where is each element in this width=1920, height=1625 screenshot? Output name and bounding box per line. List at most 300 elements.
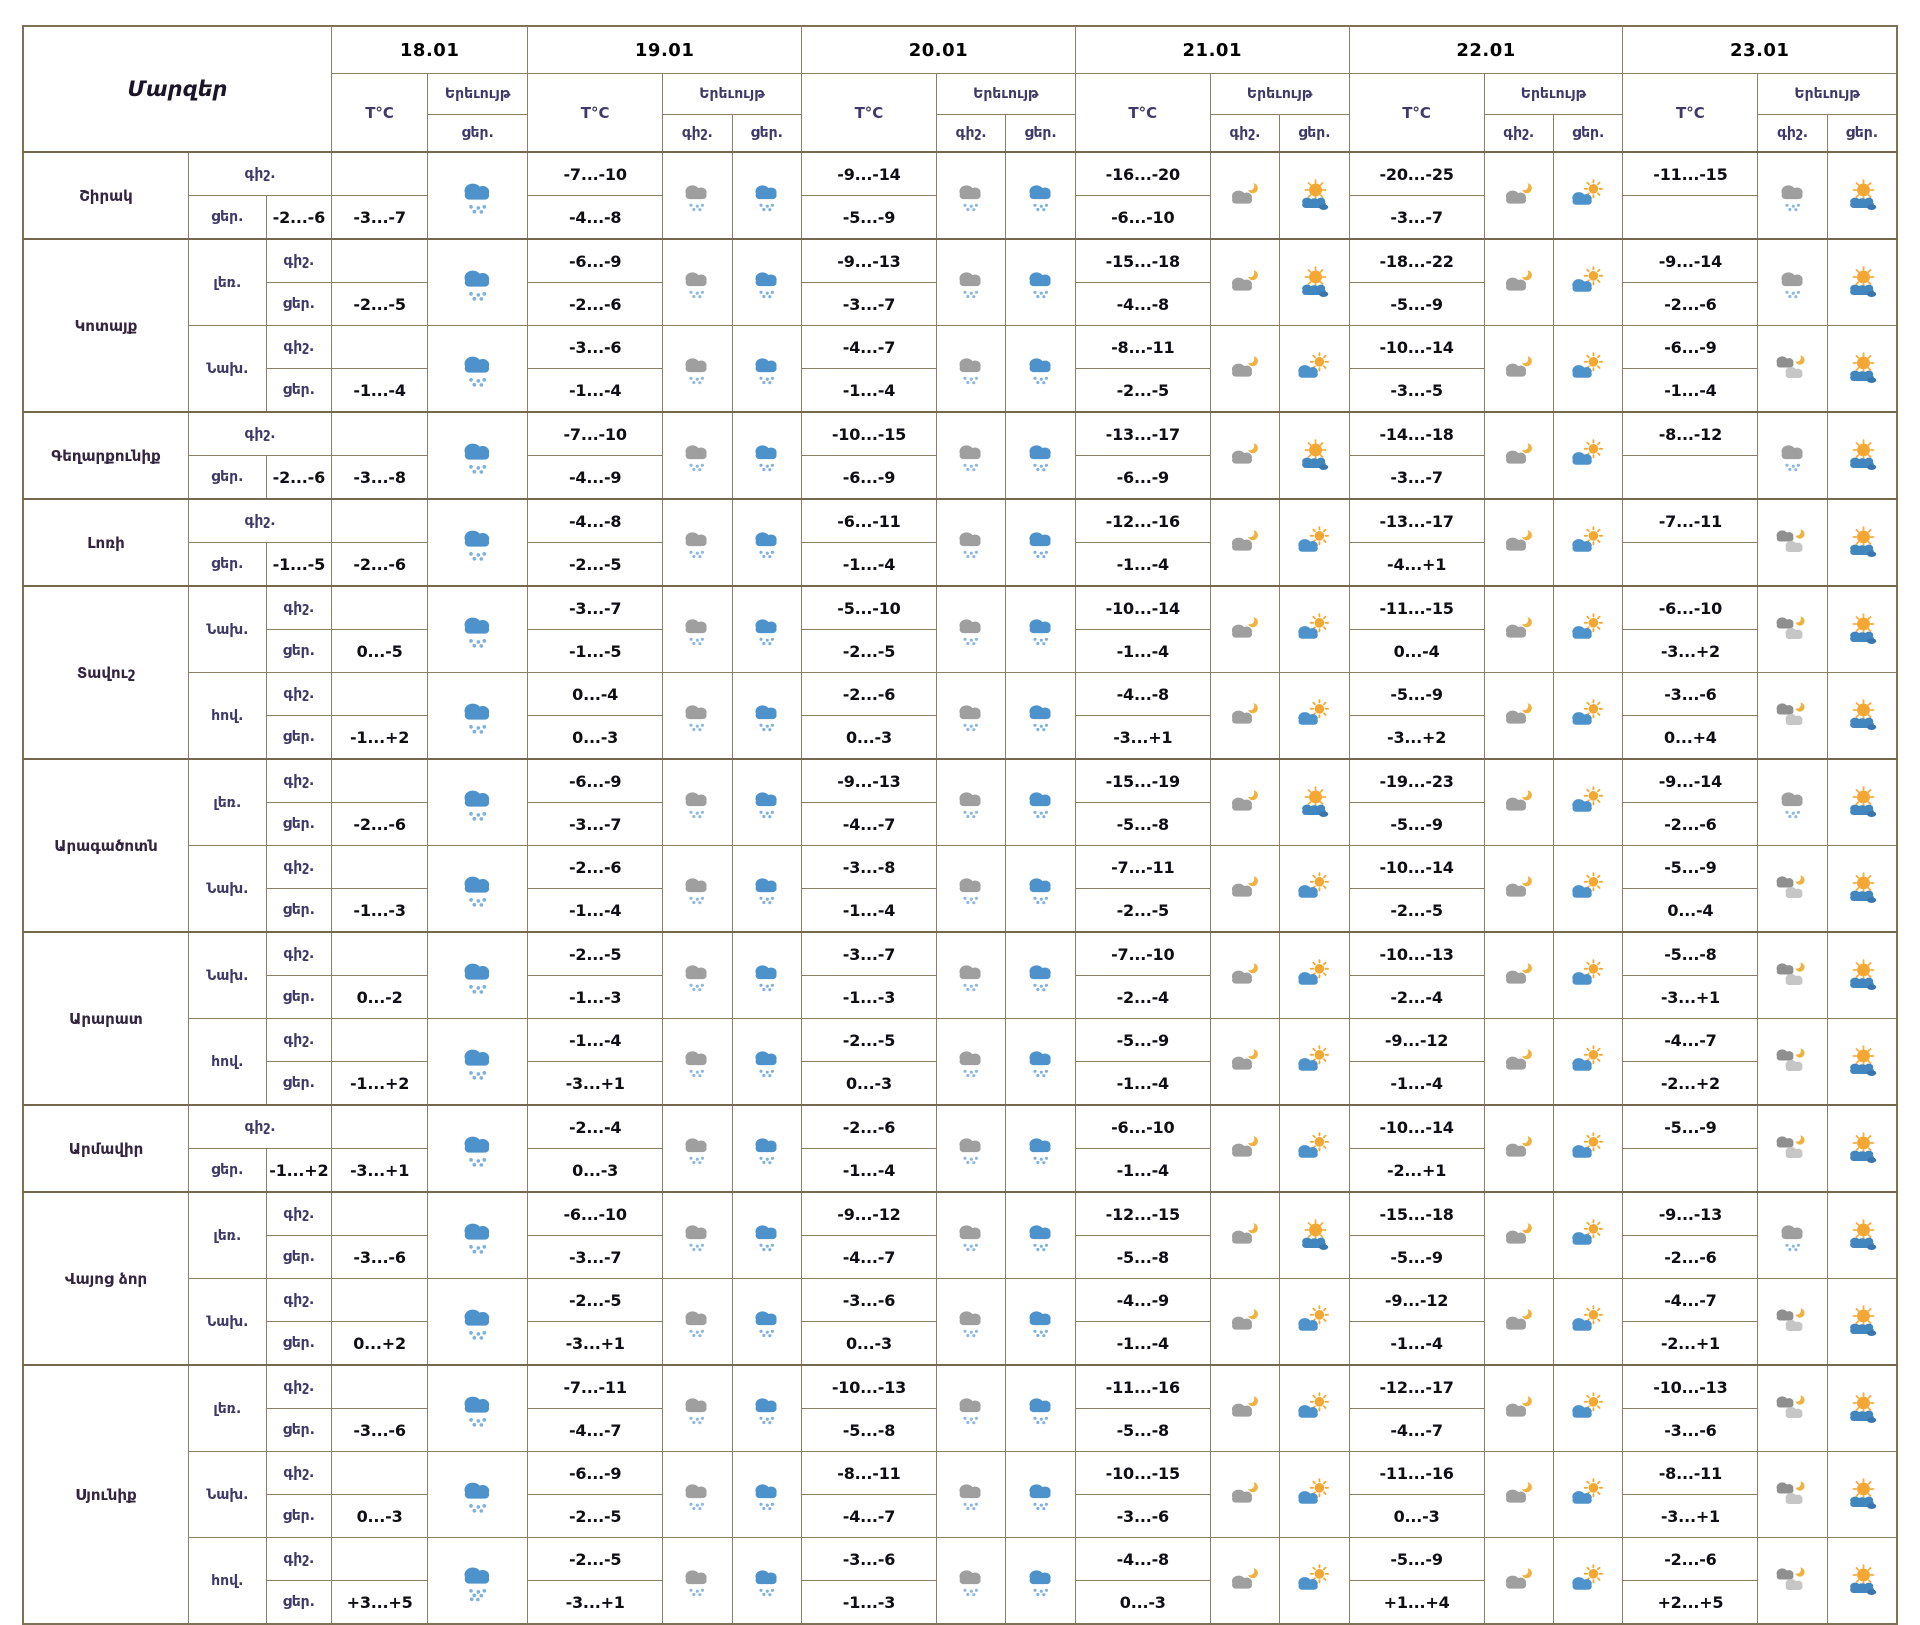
day-snow-icon [457, 782, 499, 824]
night-cloud-moon-icon [1227, 1218, 1263, 1254]
phenomenon-cell-18 [428, 1538, 528, 1625]
sun-behind-cloud-icon [1570, 265, 1606, 301]
day-snow-icon [1023, 1304, 1059, 1340]
night-cloud-moon-icon [1501, 1131, 1537, 1167]
temp-day-18: -2...-6 [266, 456, 331, 500]
temp-night-18 [332, 673, 428, 716]
phenomenon-day-cell [1553, 239, 1622, 326]
phenomenon-night-cell [1484, 1105, 1553, 1192]
temp-col-header: T°C [528, 74, 663, 153]
phenomenon-day-cell [732, 932, 801, 1019]
day-row-label: ցեր. [266, 1409, 331, 1452]
phenomenon-night-cell [1210, 1105, 1279, 1192]
temp-night: -2...-4 [528, 1105, 663, 1149]
temp-night: -11...-15 [1349, 586, 1484, 630]
temp-day: -2...-6 [1623, 803, 1758, 846]
temp-night: -6...-9 [528, 239, 663, 283]
temp-day: 0...-3 [528, 1149, 663, 1193]
temp-day: -3...+1 [1623, 976, 1758, 1019]
phenomenon-night-cell [1210, 1019, 1279, 1106]
day-snow-icon [457, 175, 499, 217]
temp-day: -3...-7 [802, 283, 937, 326]
temp-night: 0...-4 [528, 673, 663, 716]
temp-night-18 [332, 1019, 428, 1062]
day-row-label: ցեր. [189, 456, 267, 500]
phenomenon-night-cell [1758, 932, 1827, 1019]
temp-day: -1...-4 [1075, 1322, 1210, 1366]
night-row-label: գիշ. [189, 1105, 332, 1149]
zone-label: Նախ. [189, 586, 267, 673]
night-cloud-moon-icon [1501, 785, 1537, 821]
day-snow-icon [749, 785, 785, 821]
phenomenon-night-cell [1758, 586, 1827, 673]
region-name: Սյունիք [23, 1365, 189, 1624]
temp-day: -1...-4 [802, 369, 937, 413]
temp-night: -6...-10 [1623, 586, 1758, 630]
day-snow-icon [749, 265, 785, 301]
sun-fog-icon [1844, 1044, 1880, 1080]
temp-day: -2...-4 [1075, 976, 1210, 1019]
night-cloud-moon-icon [1227, 612, 1263, 648]
sun-fog-icon [1844, 958, 1880, 994]
zone-label: լեռ. [189, 759, 267, 846]
region-name: Տավուշ [23, 586, 189, 759]
phenomenon-day-cell [1006, 239, 1075, 326]
day-snow-icon [1023, 612, 1059, 648]
phenomenon-day-cell [1553, 1365, 1622, 1452]
day-snow-icon [1023, 265, 1059, 301]
temp-night: -15...-18 [1075, 239, 1210, 283]
temp-night: -3...-6 [1623, 673, 1758, 716]
phenomenon-day-cell [1827, 1105, 1897, 1192]
temp-day-18: -1...+2 [266, 1149, 331, 1193]
night-cloud-moon-icon [1501, 698, 1537, 734]
phenomenon-night-cell [1758, 326, 1827, 413]
day-snow-icon [749, 178, 785, 214]
phenomenon-night-cell [1484, 932, 1553, 1019]
temp-col-header: T°C [332, 74, 428, 153]
temp-day: -1...-4 [528, 369, 663, 413]
phenomenon-night-cell [936, 1452, 1005, 1538]
day-row-label: ցեր. [266, 1236, 331, 1279]
temp-day: -3...-7 [332, 196, 428, 240]
phenomenon-day-cell [732, 499, 801, 586]
date-header: 19.01 [528, 26, 802, 74]
phenomenon-night-cell [1484, 673, 1553, 760]
temp-day: -3...-8 [332, 456, 428, 500]
night-snow-icon [679, 1391, 715, 1427]
temp-night: -8...-11 [1075, 326, 1210, 369]
temp-night: -5...-8 [1623, 932, 1758, 976]
phenomenon-night-cell [1758, 412, 1827, 499]
sun-fog-icon [1844, 1391, 1880, 1427]
night-cloud-moon-icon [1227, 351, 1263, 387]
night-row-label: գիշ. [266, 932, 331, 976]
temp-night: -9...-14 [1623, 759, 1758, 803]
temp-day: -3...-6 [1623, 1409, 1758, 1452]
sun-fog-icon [1844, 1477, 1880, 1513]
day-snow-icon [457, 522, 499, 564]
night-cloud-moon-icon [1501, 1044, 1537, 1080]
temp-day-18: -2...-6 [332, 803, 428, 846]
night-cloud-moon-icon [1501, 612, 1537, 648]
temp-night-18 [332, 846, 428, 889]
night-snow-icon [953, 1391, 989, 1427]
day-snow-icon [457, 348, 499, 390]
phenomenon-night-cell [1210, 1192, 1279, 1279]
night-cloud-moon-icon [1227, 1477, 1263, 1513]
phenomenon-day-cell [1553, 673, 1622, 760]
phenomenon-night-cell [1210, 1452, 1279, 1538]
phenomenon-cell-18 [428, 152, 528, 239]
temp-night: -4...-8 [1075, 1538, 1210, 1581]
phenomenon-night-cell [663, 1538, 732, 1625]
day-snow-icon [1023, 785, 1059, 821]
night-partly-cloudy-icon [1775, 1391, 1811, 1427]
phenomenon-day-cell [732, 1105, 801, 1192]
phenomenon-night-cell [1484, 1452, 1553, 1538]
phenomenon-night-cell [1210, 1279, 1279, 1366]
temp-night: -4...-7 [802, 326, 937, 369]
sun-behind-cloud-icon [1570, 178, 1606, 214]
phenomenon-day-cell [1280, 673, 1349, 760]
phenomenon-day-cell [732, 673, 801, 760]
day-snow-icon [749, 698, 785, 734]
night-cloud-moon-icon [1501, 1563, 1537, 1599]
temp-night: -7...-11 [1623, 499, 1758, 543]
sun-fog-icon [1296, 785, 1332, 821]
phenomenon-day-cell [1006, 499, 1075, 586]
temp-night: -16...-20 [1075, 152, 1210, 196]
phenomenon-night-cell [936, 1105, 1005, 1192]
phenomenon-day-cell [1006, 1279, 1075, 1366]
phenomenon-night-cell [936, 1192, 1005, 1279]
phenomenon-day-cell [732, 1365, 801, 1452]
day-row-label: ցեր. [266, 283, 331, 326]
date-header: 21.01 [1075, 26, 1349, 74]
sun-behind-cloud-icon [1570, 438, 1606, 474]
temp-night: -2...-5 [802, 1019, 937, 1062]
temp-day: -4...-7 [802, 1495, 937, 1538]
phenomenon-day-cell [1553, 1192, 1622, 1279]
night-snow-icon [953, 525, 989, 561]
sun-behind-cloud-icon [1570, 1391, 1606, 1427]
phenomenon-night-cell [663, 932, 732, 1019]
night-snow-icon [953, 351, 989, 387]
day-snow-icon [457, 262, 499, 304]
night-cloud-moon-icon [1501, 1391, 1537, 1427]
night-cloud-moon-icon [1501, 438, 1537, 474]
night-row-label: գիշ. [266, 1365, 331, 1409]
temp-night: -10...-13 [1623, 1365, 1758, 1409]
temp-day-18: 0...-5 [332, 630, 428, 673]
phenomenon-night-cell [1758, 499, 1827, 586]
phenomenon-day-cell [1280, 1019, 1349, 1106]
temp-night: -9...-13 [802, 759, 937, 803]
temp-night: -3...-6 [802, 1538, 937, 1581]
phenomenon-night-cell [1758, 1365, 1827, 1452]
day-snow-icon [749, 1218, 785, 1254]
phenomenon-night-cell [1484, 586, 1553, 673]
zone-label: հով. [189, 673, 267, 760]
phenomenon-night-cell [663, 152, 732, 239]
phenomenon-day-cell [1280, 932, 1349, 1019]
phenomenon-night-cell [936, 932, 1005, 1019]
night-row-label: գիշ. [266, 586, 331, 630]
temp-night: -10...-15 [802, 412, 937, 456]
zone-label: Նախ. [189, 326, 267, 413]
phenomenon-night-cell [1758, 1279, 1827, 1366]
phenomenon-night-cell [1758, 1452, 1827, 1538]
sun-fog-icon [1296, 438, 1332, 474]
night-partly-cloudy-icon [1775, 1477, 1811, 1513]
temp-night: -6...-9 [528, 759, 663, 803]
temp-day: 0...-3 [1075, 1581, 1210, 1625]
phenomenon-night-cell [936, 1365, 1005, 1452]
temp-day: -3...-6 [1075, 1495, 1210, 1538]
phenomenon-col-header: Երեւույթ [936, 74, 1075, 115]
temp-night: -5...-10 [802, 586, 937, 630]
night-row-label: գիշ. [266, 1538, 331, 1581]
sleet-snow-icon [457, 1560, 499, 1602]
day-snow-icon [1023, 1477, 1059, 1513]
temp-night: -2...-6 [528, 846, 663, 889]
temp-night: -4...-8 [1075, 673, 1210, 716]
phenomenon-night-cell [663, 1019, 732, 1106]
phenomenon-day-cell [1006, 1192, 1075, 1279]
day-snow-icon [749, 1477, 785, 1513]
temp-day: -5...-8 [802, 1409, 937, 1452]
night-row-label: գիշ. [266, 1019, 331, 1062]
temp-night-18 [332, 1452, 428, 1495]
temp-day: -3...+1 [1075, 716, 1210, 760]
temp-night: -8...-11 [802, 1452, 937, 1495]
phenomenon-day-cell [1006, 1019, 1075, 1106]
phenomenon-cell-18 [428, 673, 528, 760]
day-row-label: ցեր. [266, 803, 331, 846]
temp-day: -1...-4 [802, 889, 937, 933]
phenomenon-night-cell [936, 846, 1005, 933]
phenomenon-night-cell [936, 1019, 1005, 1106]
temp-night: -13...-17 [1075, 412, 1210, 456]
day-snow-icon [457, 955, 499, 997]
phenomenon-night-cell [1758, 1105, 1827, 1192]
temp-day-18: 0...+2 [332, 1322, 428, 1366]
temp-night: -12...-17 [1349, 1365, 1484, 1409]
phenomenon-night-cell [1210, 1365, 1279, 1452]
temp-night: -9...-12 [802, 1192, 937, 1236]
temp-day: -2...+2 [1623, 1062, 1758, 1106]
night-snow-icon [953, 698, 989, 734]
night-partly-cloudy-icon [1775, 1304, 1811, 1340]
night-cloud-moon-icon [1227, 1044, 1263, 1080]
sun-fog-icon [1844, 178, 1880, 214]
phenomenon-night-cell [663, 1365, 732, 1452]
phenomenon-day-cell [1827, 846, 1897, 933]
temp-night: -9...-12 [1349, 1279, 1484, 1322]
phenomenon-day-cell [732, 239, 801, 326]
phenomenon-day-cell [1280, 1452, 1349, 1538]
zone-label: Նախ. [189, 1452, 267, 1538]
zone-label: Նախ. [189, 1279, 267, 1366]
sun-behind-cloud-icon [1296, 958, 1332, 994]
temp-day: -2...-5 [802, 630, 937, 673]
phenomenon-day-cell [1280, 152, 1349, 239]
phenomenon-day-cell [1827, 586, 1897, 673]
phenomenon-day-cell [732, 1452, 801, 1538]
phenomenon-cell-18 [428, 1192, 528, 1279]
day-snow-icon [457, 1128, 499, 1170]
phenomenon-cell-18 [428, 759, 528, 846]
night-cloud-moon-icon [1501, 958, 1537, 994]
phenomenon-col-header: Երեւույթ [428, 74, 528, 115]
temp-day: -2...-5 [528, 1495, 663, 1538]
phenomenon-cell-18 [428, 1365, 528, 1452]
sun-fog-icon [1844, 1131, 1880, 1167]
night-partly-cloudy-icon [1775, 958, 1811, 994]
temp-day: -5...-9 [802, 196, 937, 240]
night-cloud-moon-icon [1227, 785, 1263, 821]
night-snow-icon [953, 178, 989, 214]
phenomenon-day-cell [1006, 1538, 1075, 1625]
phenomenon-night-cell [1484, 326, 1553, 413]
region-name: Լոռի [23, 499, 189, 586]
temp-day: -3...+1 [332, 1149, 428, 1193]
day-row-label: ցեր. [266, 889, 331, 933]
zone-label: լեռ. [189, 1365, 267, 1452]
phenomenon-day-cell [1006, 1105, 1075, 1192]
regions-title: Մարզեր [23, 26, 332, 152]
sun-behind-cloud-icon [1296, 525, 1332, 561]
temp-night: -5...-9 [1623, 846, 1758, 889]
temp-day: 0...-3 [802, 1322, 937, 1366]
temp-day: -4...-7 [802, 1236, 937, 1279]
night-cloud-moon-icon [1227, 438, 1263, 474]
phenomenon-day-cell [1280, 1365, 1349, 1452]
phenomenon-day-cell [1827, 1192, 1897, 1279]
temp-night: -19...-23 [1349, 759, 1484, 803]
region-name: Կոտայք [23, 239, 189, 412]
phenomenon-day-cell [732, 152, 801, 239]
day-snow-icon [457, 1215, 499, 1257]
temp-col-header: T°C [802, 74, 937, 153]
night-partly-cloudy-icon [1775, 525, 1811, 561]
night-cloud-moon-icon [1227, 265, 1263, 301]
sun-behind-cloud-icon [1570, 958, 1606, 994]
temp-day-18: -2...-6 [266, 196, 331, 240]
day-snow-icon [749, 351, 785, 387]
phenomenon-col-header: Երեւույթ [1484, 74, 1623, 115]
day-snow-icon [1023, 1391, 1059, 1427]
temp-day: -4...-7 [1349, 1409, 1484, 1452]
night-snow-icon [679, 1044, 715, 1080]
phenomenon-col-header: Երեւույթ [1210, 74, 1349, 115]
phenomenon-day-cell [1827, 412, 1897, 499]
night-snow-icon [1775, 265, 1811, 301]
phenomenon-day-cell [1827, 1538, 1897, 1625]
temp-day-18: -1...+2 [332, 716, 428, 760]
sun-behind-cloud-icon [1296, 1391, 1332, 1427]
temp-day-18: +3...+5 [332, 1581, 428, 1625]
night-col-header: գիշ. [1758, 115, 1827, 153]
night-row-label: գիշ. [266, 239, 331, 283]
temp-day-18: -3...-6 [332, 1409, 428, 1452]
temp-day: -1...-4 [1623, 369, 1758, 413]
day-snow-icon [1023, 1563, 1059, 1599]
night-snow-icon [679, 785, 715, 821]
temp-night-18 [332, 1365, 428, 1409]
phenomenon-night-cell [1484, 759, 1553, 846]
night-snow-icon [953, 1218, 989, 1254]
night-snow-icon [1775, 785, 1811, 821]
temp-day: -2...-6 [528, 283, 663, 326]
day-snow-icon [1023, 958, 1059, 994]
phenomenon-night-cell [663, 326, 732, 413]
day-row-label: ցեր. [266, 976, 331, 1019]
phenomenon-day-cell [732, 759, 801, 846]
temp-day: -2...+1 [1349, 1149, 1484, 1193]
phenomenon-night-cell [936, 499, 1005, 586]
sun-behind-cloud-icon [1570, 1218, 1606, 1254]
temp-day-18: -1...-5 [266, 543, 331, 587]
sun-behind-cloud-icon [1296, 351, 1332, 387]
day-row-label: ցեր. [189, 543, 267, 587]
region-name: Գեղարքունիք [23, 412, 189, 499]
sun-behind-cloud-icon [1296, 1304, 1332, 1340]
temp-night: -15...-18 [1349, 1192, 1484, 1236]
temp-day: -1...-3 [802, 976, 937, 1019]
temp-day: -1...-4 [528, 889, 663, 933]
phenomenon-day-cell [1827, 499, 1897, 586]
temp-night: -13...-17 [1349, 499, 1484, 543]
temp-night-18 [332, 412, 428, 456]
phenomenon-night-cell [1758, 673, 1827, 760]
temp-day: -2...-5 [1075, 369, 1210, 413]
phenomenon-night-cell [1758, 846, 1827, 933]
night-cloud-moon-icon [1227, 525, 1263, 561]
phenomenon-day-cell [1280, 1538, 1349, 1625]
temp-day: -5...-8 [1075, 1409, 1210, 1452]
temp-night: -10...-14 [1349, 326, 1484, 369]
night-row-label: գիշ. [266, 1279, 331, 1322]
phenomenon-night-cell [663, 1105, 732, 1192]
phenomenon-day-cell [1280, 586, 1349, 673]
night-snow-icon [679, 1304, 715, 1340]
temp-day: -3...-5 [1349, 369, 1484, 413]
temp-night: -4...-9 [1075, 1279, 1210, 1322]
zone-label: լեռ. [189, 239, 267, 326]
sun-behind-cloud-icon [1296, 1131, 1332, 1167]
temp-night: -8...-11 [1623, 1452, 1758, 1495]
temp-day: -3...+1 [528, 1322, 663, 1366]
temp-night-18 [332, 239, 428, 283]
temp-night-18 [332, 1105, 428, 1149]
temp-day: -4...-7 [528, 1409, 663, 1452]
zone-label: հով. [189, 1538, 267, 1625]
day-snow-icon [457, 1041, 499, 1083]
temp-day: 0...+4 [1623, 716, 1758, 760]
phenomenon-night-cell [663, 759, 732, 846]
temp-day: -2...-5 [528, 543, 663, 587]
night-snow-icon [1775, 438, 1811, 474]
night-cloud-moon-icon [1501, 525, 1537, 561]
day-snow-icon [1023, 438, 1059, 474]
temp-day-18: -3...-6 [332, 1236, 428, 1279]
temp-night: -8...-12 [1623, 412, 1758, 456]
temp-day: 0...-4 [1349, 630, 1484, 673]
day-snow-icon [1023, 1044, 1059, 1080]
day-col-header: ցեր. [1553, 115, 1622, 153]
